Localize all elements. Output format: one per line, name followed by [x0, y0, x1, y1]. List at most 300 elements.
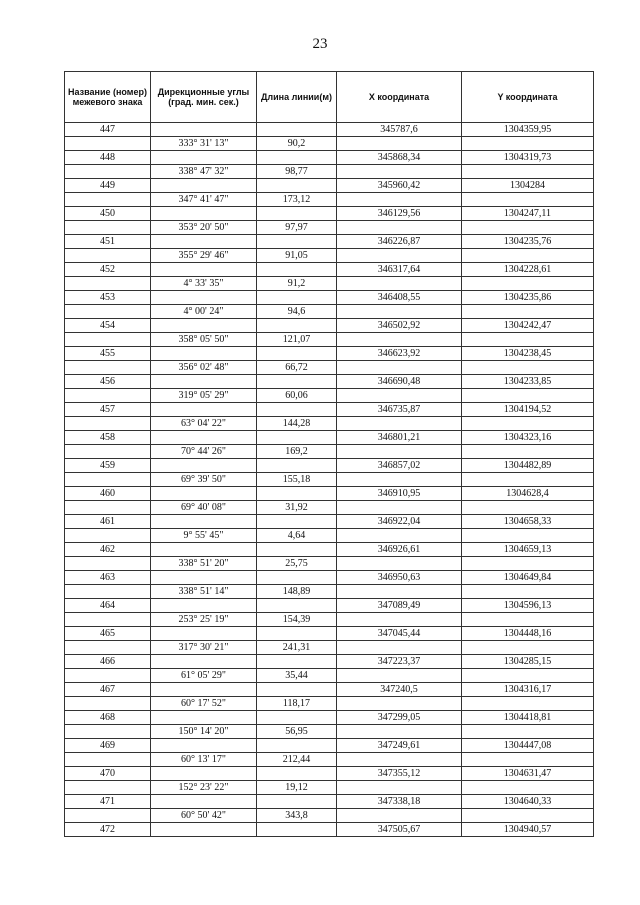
- empty-cell: [151, 515, 257, 529]
- point-row: [65, 291, 594, 305]
- empty-cell: [462, 641, 594, 655]
- directional-angle: 4° 33' 35": [151, 277, 257, 291]
- segment-row: [65, 389, 594, 403]
- empty-cell: [257, 291, 337, 305]
- directional-angle: 353° 20' 50": [151, 221, 257, 235]
- empty-cell: [257, 487, 337, 501]
- point-name: 451: [65, 235, 151, 249]
- empty-cell: [151, 823, 257, 837]
- line-length: 169,2: [257, 445, 337, 459]
- empty-cell: [462, 361, 594, 375]
- empty-cell: [337, 165, 462, 179]
- directional-angle: 347° 41' 47": [151, 193, 257, 207]
- segment-row: [65, 669, 594, 683]
- point-name: 461: [65, 515, 151, 529]
- point-row: [65, 123, 594, 137]
- point-name: 470: [65, 767, 151, 781]
- y-coordinate: 1304482,89: [462, 459, 594, 473]
- segment-row: [65, 137, 594, 151]
- empty-cell: [462, 137, 594, 151]
- y-coordinate: 1304284: [462, 179, 594, 193]
- directional-angle: 60° 13' 17": [151, 753, 257, 767]
- y-coordinate: 1304659,13: [462, 543, 594, 557]
- empty-cell: [151, 263, 257, 277]
- segment-row: [65, 277, 594, 291]
- empty-cell: [65, 361, 151, 375]
- empty-cell: [462, 333, 594, 347]
- line-length: 343,8: [257, 809, 337, 823]
- x-coordinate: 347249,61: [337, 739, 462, 753]
- header-point-name: Название (номер) межевого знака: [65, 72, 151, 123]
- empty-cell: [65, 585, 151, 599]
- point-row: [65, 319, 594, 333]
- empty-cell: [337, 501, 462, 515]
- empty-cell: [337, 613, 462, 627]
- point-row: [65, 739, 594, 753]
- line-length: 19,12: [257, 781, 337, 795]
- point-name: 458: [65, 431, 151, 445]
- directional-angle: 355° 29' 46": [151, 249, 257, 263]
- empty-cell: [337, 529, 462, 543]
- directional-angle: 338° 47' 32": [151, 165, 257, 179]
- point-name: 466: [65, 655, 151, 669]
- y-coordinate: 1304359,95: [462, 123, 594, 137]
- point-row: [65, 151, 594, 165]
- empty-cell: [151, 123, 257, 137]
- empty-cell: [462, 781, 594, 795]
- x-coordinate: 346857,02: [337, 459, 462, 473]
- empty-cell: [65, 277, 151, 291]
- point-row: [65, 403, 594, 417]
- point-row: [65, 207, 594, 221]
- empty-cell: [65, 725, 151, 739]
- empty-cell: [65, 333, 151, 347]
- empty-cell: [65, 221, 151, 235]
- empty-cell: [337, 753, 462, 767]
- point-row: [65, 627, 594, 641]
- line-length: 60,06: [257, 389, 337, 403]
- empty-cell: [337, 333, 462, 347]
- x-coordinate: 347089,49: [337, 599, 462, 613]
- x-coordinate: 346801,21: [337, 431, 462, 445]
- y-coordinate: 1304631,47: [462, 767, 594, 781]
- empty-cell: [257, 179, 337, 193]
- point-name: 468: [65, 711, 151, 725]
- empty-cell: [65, 305, 151, 319]
- empty-cell: [462, 697, 594, 711]
- empty-cell: [257, 795, 337, 809]
- point-row: [65, 515, 594, 529]
- point-name: 449: [65, 179, 151, 193]
- directional-angle: 150° 14' 20": [151, 725, 257, 739]
- point-name: 472: [65, 823, 151, 837]
- empty-cell: [257, 123, 337, 137]
- directional-angle: 333° 31' 13": [151, 137, 257, 151]
- empty-cell: [151, 459, 257, 473]
- point-row: [65, 599, 594, 613]
- line-length: 35,44: [257, 669, 337, 683]
- segment-row: [65, 193, 594, 207]
- empty-cell: [337, 585, 462, 599]
- y-coordinate: 1304235,76: [462, 235, 594, 249]
- directional-angle: 69° 39' 50": [151, 473, 257, 487]
- segment-row: [65, 557, 594, 571]
- empty-cell: [462, 445, 594, 459]
- line-length: 66,72: [257, 361, 337, 375]
- empty-cell: [151, 795, 257, 809]
- empty-cell: [257, 235, 337, 249]
- point-name: 465: [65, 627, 151, 641]
- point-row: [65, 375, 594, 389]
- point-name: 452: [65, 263, 151, 277]
- directional-angle: 253° 25' 19": [151, 613, 257, 627]
- empty-cell: [65, 165, 151, 179]
- x-coordinate: 347299,05: [337, 711, 462, 725]
- empty-cell: [65, 613, 151, 627]
- empty-cell: [65, 249, 151, 263]
- empty-cell: [462, 165, 594, 179]
- empty-cell: [151, 543, 257, 557]
- segment-row: [65, 249, 594, 263]
- segment-row: [65, 725, 594, 739]
- empty-cell: [337, 193, 462, 207]
- point-name: 471: [65, 795, 151, 809]
- x-coordinate: 347223,37: [337, 655, 462, 669]
- empty-cell: [65, 753, 151, 767]
- line-length: 98,77: [257, 165, 337, 179]
- empty-cell: [462, 669, 594, 683]
- directional-angle: 317° 30' 21": [151, 641, 257, 655]
- empty-cell: [462, 221, 594, 235]
- empty-cell: [337, 725, 462, 739]
- directional-angle: 70° 44' 26": [151, 445, 257, 459]
- directional-angle: 69° 40' 08": [151, 501, 257, 515]
- point-name: 463: [65, 571, 151, 585]
- empty-cell: [65, 137, 151, 151]
- y-coordinate: 1304228,61: [462, 263, 594, 277]
- line-length: 148,89: [257, 585, 337, 599]
- x-coordinate: 346926,61: [337, 543, 462, 557]
- directional-angle: 338° 51' 20": [151, 557, 257, 571]
- empty-cell: [337, 557, 462, 571]
- point-row: [65, 263, 594, 277]
- empty-cell: [257, 431, 337, 445]
- segment-row: [65, 809, 594, 823]
- point-row: [65, 795, 594, 809]
- point-row: [65, 655, 594, 669]
- segment-row: [65, 753, 594, 767]
- line-length: 25,75: [257, 557, 337, 571]
- empty-cell: [65, 697, 151, 711]
- empty-cell: [337, 389, 462, 403]
- empty-cell: [337, 417, 462, 431]
- empty-cell: [151, 207, 257, 221]
- segment-row: [65, 417, 594, 431]
- line-length: 118,17: [257, 697, 337, 711]
- empty-cell: [337, 697, 462, 711]
- point-name: 457: [65, 403, 151, 417]
- point-name: 456: [65, 375, 151, 389]
- segment-row: [65, 221, 594, 235]
- line-length: 212,44: [257, 753, 337, 767]
- y-coordinate: 1304658,33: [462, 515, 594, 529]
- point-row: [65, 487, 594, 501]
- empty-cell: [257, 319, 337, 333]
- empty-cell: [65, 529, 151, 543]
- directional-angle: 338° 51' 14": [151, 585, 257, 599]
- empty-cell: [65, 193, 151, 207]
- point-row: [65, 431, 594, 445]
- line-length: 97,97: [257, 221, 337, 235]
- point-row: [65, 571, 594, 585]
- point-name: 455: [65, 347, 151, 361]
- x-coordinate: 347338,18: [337, 795, 462, 809]
- segment-row: [65, 305, 594, 319]
- empty-cell: [65, 501, 151, 515]
- point-row: [65, 823, 594, 837]
- empty-cell: [65, 417, 151, 431]
- line-length: 144,28: [257, 417, 337, 431]
- empty-cell: [462, 389, 594, 403]
- empty-cell: [151, 403, 257, 417]
- empty-cell: [462, 809, 594, 823]
- empty-cell: [257, 683, 337, 697]
- empty-cell: [257, 151, 337, 165]
- empty-cell: [462, 501, 594, 515]
- empty-cell: [257, 543, 337, 557]
- point-row: [65, 459, 594, 473]
- empty-cell: [257, 515, 337, 529]
- directional-angle: 358° 05' 50": [151, 333, 257, 347]
- empty-cell: [151, 151, 257, 165]
- segment-row: [65, 641, 594, 655]
- y-coordinate: 1304649,84: [462, 571, 594, 585]
- line-length: 155,18: [257, 473, 337, 487]
- x-coordinate: 347045,44: [337, 627, 462, 641]
- empty-cell: [151, 375, 257, 389]
- x-coordinate: 346129,56: [337, 207, 462, 221]
- segment-row: [65, 361, 594, 375]
- segment-row: [65, 585, 594, 599]
- segment-row: [65, 473, 594, 487]
- line-length: 90,2: [257, 137, 337, 151]
- point-name: 469: [65, 739, 151, 753]
- x-coordinate: 346922,04: [337, 515, 462, 529]
- point-name: 453: [65, 291, 151, 305]
- y-coordinate: 1304448,16: [462, 627, 594, 641]
- empty-cell: [257, 823, 337, 837]
- x-coordinate: 347505,67: [337, 823, 462, 837]
- empty-cell: [337, 277, 462, 291]
- header-line-length: Длина линии(м): [257, 72, 337, 123]
- directional-angle: 61° 05' 29": [151, 669, 257, 683]
- line-length: 4,64: [257, 529, 337, 543]
- y-coordinate: 1304940,57: [462, 823, 594, 837]
- empty-cell: [337, 781, 462, 795]
- empty-cell: [151, 431, 257, 445]
- empty-cell: [257, 207, 337, 221]
- y-coordinate: 1304316,17: [462, 683, 594, 697]
- x-coordinate: 346950,63: [337, 571, 462, 585]
- y-coordinate: 1304323,16: [462, 431, 594, 445]
- x-coordinate: 345960,42: [337, 179, 462, 193]
- empty-cell: [462, 249, 594, 263]
- empty-cell: [462, 557, 594, 571]
- empty-cell: [151, 599, 257, 613]
- empty-cell: [462, 417, 594, 431]
- empty-cell: [337, 361, 462, 375]
- x-coordinate: 345868,34: [337, 151, 462, 165]
- empty-cell: [151, 767, 257, 781]
- line-length: 94,6: [257, 305, 337, 319]
- empty-cell: [257, 571, 337, 585]
- y-coordinate: 1304235,86: [462, 291, 594, 305]
- segment-row: [65, 529, 594, 543]
- empty-cell: [151, 683, 257, 697]
- segment-row: [65, 781, 594, 795]
- table-body: [65, 123, 594, 837]
- y-coordinate: 1304194,52: [462, 403, 594, 417]
- x-coordinate: 346226,87: [337, 235, 462, 249]
- y-coordinate: 1304233,85: [462, 375, 594, 389]
- empty-cell: [151, 627, 257, 641]
- empty-cell: [151, 319, 257, 333]
- y-coordinate: 1304238,45: [462, 347, 594, 361]
- x-coordinate: 345787,6: [337, 123, 462, 137]
- line-length: 91,05: [257, 249, 337, 263]
- y-coordinate: 1304447,08: [462, 739, 594, 753]
- point-name: 459: [65, 459, 151, 473]
- y-coordinate: 1304319,73: [462, 151, 594, 165]
- empty-cell: [337, 809, 462, 823]
- point-row: [65, 179, 594, 193]
- segment-row: [65, 165, 594, 179]
- empty-cell: [337, 221, 462, 235]
- empty-cell: [257, 711, 337, 725]
- empty-cell: [151, 711, 257, 725]
- point-row: [65, 683, 594, 697]
- line-length: 31,92: [257, 501, 337, 515]
- empty-cell: [257, 403, 337, 417]
- segment-row: [65, 501, 594, 515]
- empty-cell: [65, 809, 151, 823]
- x-coordinate: 346502,92: [337, 319, 462, 333]
- line-length: 91,2: [257, 277, 337, 291]
- empty-cell: [257, 263, 337, 277]
- empty-cell: [462, 725, 594, 739]
- y-coordinate: 1304628,4: [462, 487, 594, 501]
- empty-cell: [257, 459, 337, 473]
- x-coordinate: 346623,92: [337, 347, 462, 361]
- segment-row: [65, 333, 594, 347]
- empty-cell: [462, 529, 594, 543]
- empty-cell: [257, 347, 337, 361]
- x-coordinate: 346690,48: [337, 375, 462, 389]
- line-length: 56,95: [257, 725, 337, 739]
- point-row: [65, 235, 594, 249]
- directional-angle: 9° 55' 45": [151, 529, 257, 543]
- empty-cell: [337, 137, 462, 151]
- empty-cell: [462, 753, 594, 767]
- directional-angle: 63° 04' 22": [151, 417, 257, 431]
- empty-cell: [151, 179, 257, 193]
- point-row: [65, 711, 594, 725]
- directional-angle: 319° 05' 29": [151, 389, 257, 403]
- point-name: 450: [65, 207, 151, 221]
- directional-angle: 4° 00' 24": [151, 305, 257, 319]
- empty-cell: [151, 487, 257, 501]
- empty-cell: [337, 641, 462, 655]
- point-row: [65, 767, 594, 781]
- empty-cell: [151, 655, 257, 669]
- point-name: 467: [65, 683, 151, 697]
- page-number: 23: [312, 36, 328, 52]
- x-coordinate: 346910,95: [337, 487, 462, 501]
- empty-cell: [337, 669, 462, 683]
- line-length: 241,31: [257, 641, 337, 655]
- empty-cell: [65, 473, 151, 487]
- empty-cell: [337, 445, 462, 459]
- x-coordinate: 347240,5: [337, 683, 462, 697]
- point-name: 454: [65, 319, 151, 333]
- segment-row: [65, 697, 594, 711]
- y-coordinate: 1304640,33: [462, 795, 594, 809]
- point-row: [65, 543, 594, 557]
- x-coordinate: 346408,55: [337, 291, 462, 305]
- y-coordinate: 1304596,13: [462, 599, 594, 613]
- header-x-coordinate: X координата: [337, 72, 462, 123]
- table-header-row: [65, 72, 594, 123]
- empty-cell: [337, 305, 462, 319]
- point-row: [65, 347, 594, 361]
- empty-cell: [462, 193, 594, 207]
- empty-cell: [257, 627, 337, 641]
- boundary-coordinates-table: [64, 71, 594, 837]
- line-length: 121,07: [257, 333, 337, 347]
- empty-cell: [65, 669, 151, 683]
- x-coordinate: 346735,87: [337, 403, 462, 417]
- x-coordinate: 346317,64: [337, 263, 462, 277]
- empty-cell: [257, 599, 337, 613]
- empty-cell: [257, 655, 337, 669]
- empty-cell: [462, 613, 594, 627]
- point-name: 460: [65, 487, 151, 501]
- point-name: 447: [65, 123, 151, 137]
- y-coordinate: 1304418,81: [462, 711, 594, 725]
- line-length: 154,39: [257, 613, 337, 627]
- empty-cell: [462, 473, 594, 487]
- header-y-coordinate: Y координата: [462, 72, 594, 123]
- header-directional-angle: Дирекционные углы (град. мин. сек.): [151, 72, 257, 123]
- empty-cell: [151, 291, 257, 305]
- empty-cell: [257, 739, 337, 753]
- line-length: 173,12: [257, 193, 337, 207]
- point-name: 462: [65, 543, 151, 557]
- empty-cell: [151, 571, 257, 585]
- empty-cell: [337, 249, 462, 263]
- empty-cell: [65, 781, 151, 795]
- empty-cell: [462, 277, 594, 291]
- empty-cell: [337, 473, 462, 487]
- empty-cell: [151, 739, 257, 753]
- empty-cell: [65, 445, 151, 459]
- empty-cell: [462, 305, 594, 319]
- point-name: 448: [65, 151, 151, 165]
- directional-angle: 60° 17' 52": [151, 697, 257, 711]
- y-coordinate: 1304247,11: [462, 207, 594, 221]
- point-name: 464: [65, 599, 151, 613]
- directional-angle: 60° 50' 42": [151, 809, 257, 823]
